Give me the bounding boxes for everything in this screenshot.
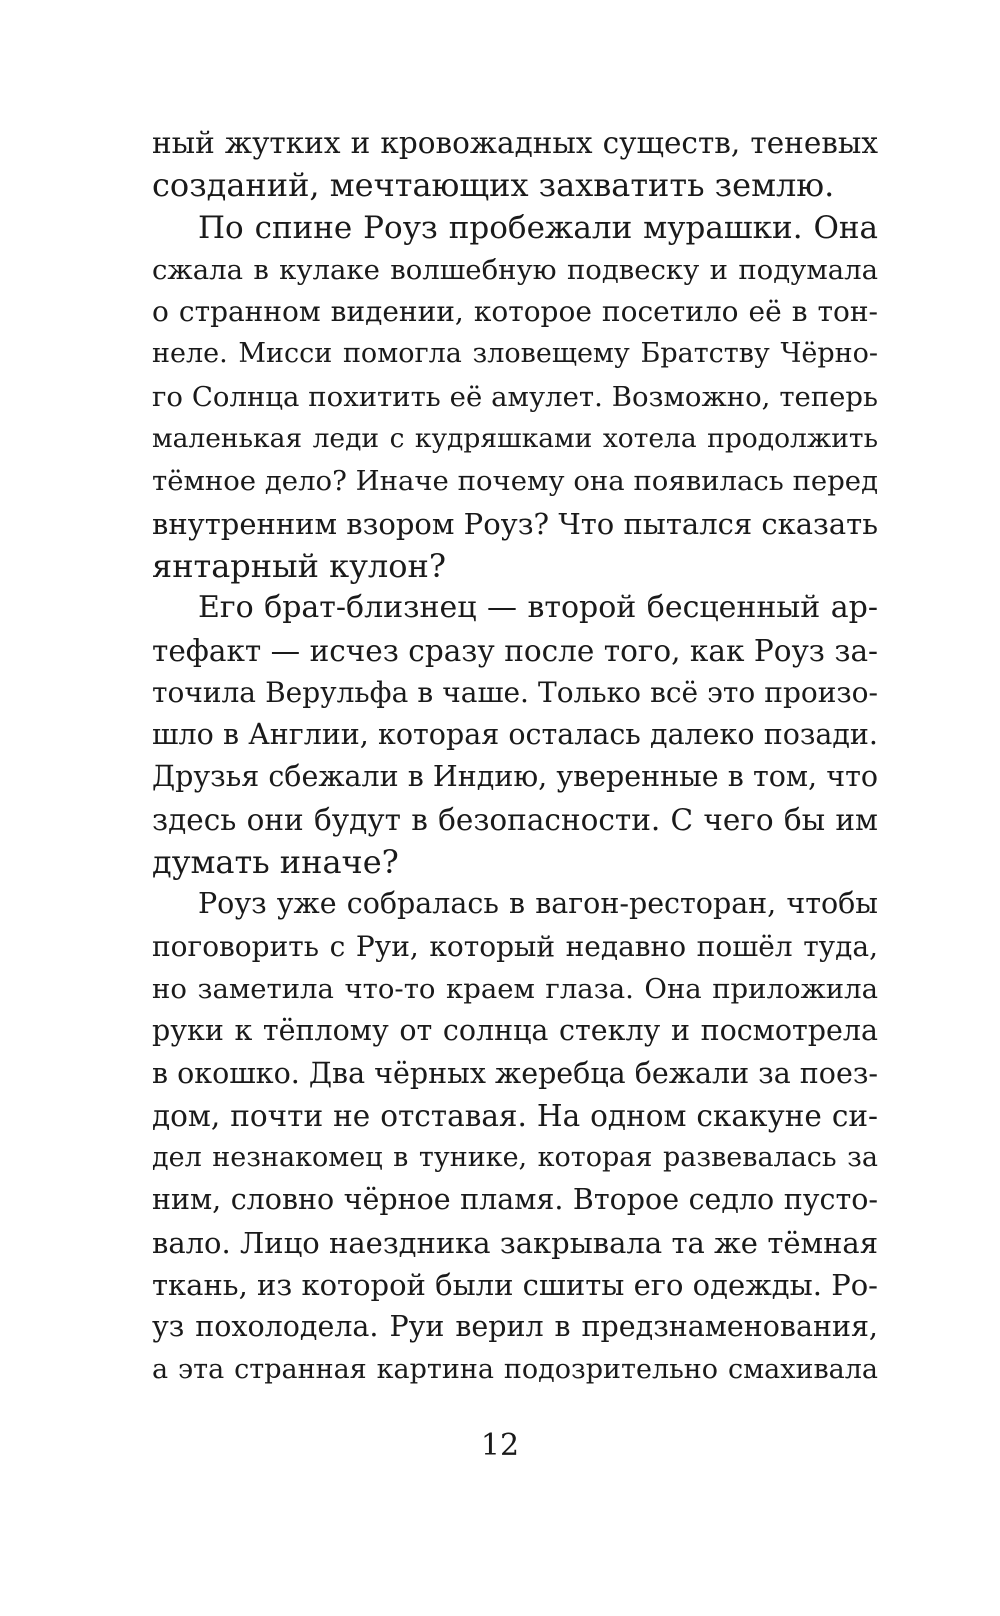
text-line: маленькая леди с кудряшками хотела продолжить [152,423,878,455]
text-line: вало. Лицо наездника закрывала та же тёмная [152,1225,878,1260]
body-text [152,122,878,1391]
text-line: сжала в кулаке волшебную подвеску и подумала [152,253,878,286]
page-number: 12 [480,1428,520,1463]
text-line: Роуз уже собралась в вагон-ресторан, чтобы [198,887,878,921]
text-line: в окошко. Два чёрных жеребца бежали за поез- [152,1056,878,1090]
text-line: дел незнакомец в тунике, которая развевалась за [152,1142,878,1174]
text-line: ный жутких и кровожадных существ, теневых [152,126,878,160]
text-line: Его брат-близнец — второй бесценный ар- [198,590,878,626]
text-line: По спине Роуз пробежали мурашки. Она [198,209,878,246]
text-line: янтарный кулон? [152,546,446,585]
text-line: здесь они будут в безопасности. С чего бы им [152,802,878,837]
text-line: созданий, мечтающих захватить землю. [152,166,835,205]
text-line: неле. Мисси помогла зловещему Братству Чёрно- [152,338,878,370]
text-line: дом, почти не отставая. На одном скакуне си- [152,1098,878,1133]
text-line: тёмное дело? Иначе почему она появилась перед [152,465,878,498]
text-line: а эта странная картина подозрительно смахивала [152,1353,878,1385]
text-line: о странном видении, которое посетило её в тон- [152,295,878,329]
text-line: го Солнца похитить её амулет. Возможно, теперь [152,380,878,413]
text-line: думать иначе? [152,843,399,882]
text-line: руки к тёплому от солнца стеклу и посмотрела [152,1014,878,1048]
text-line: ткань, из которой были сшиты его одежды. Ро- [152,1268,878,1303]
text-line: ним, словно чёрное пламя. Второе седло пусто- [152,1183,878,1217]
text-line: Друзья сбежали в Индию, уверенные в том, что [152,760,878,794]
text-line: поговорить с Руи, который недавно пошёл туда, [152,929,878,963]
text-line: уз похолодела. Руи верил в предзнаменования, [152,1310,878,1344]
text-line: тефакт — исчез сразу после того, как Роуз за- [152,633,878,668]
text-line: но заметила что-то краем глаза. Она приложила [152,972,878,1005]
text-line: точила Верульфа в чаше. Только всё это произо- [152,675,878,709]
text-line: внутренним взором Роуз? Что пытался сказать [152,506,878,541]
text-line: шло в Англии, которая осталась далеко позади. [152,718,878,752]
